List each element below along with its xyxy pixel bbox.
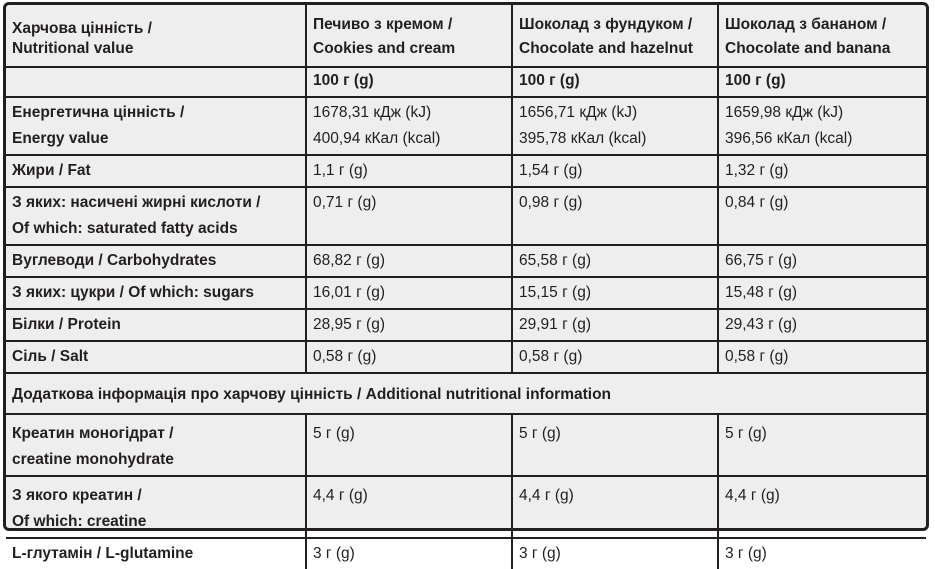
salt-label: Сіль / Salt bbox=[6, 341, 306, 373]
saturated-label-uk: З яких: насичені жирні кислоти / bbox=[12, 194, 261, 211]
carbs-value: 66,75 г (g) bbox=[718, 245, 926, 277]
glutamine-label: L-глутамін / L-glutamine bbox=[6, 538, 306, 569]
glutamine-value: 3 г (g) bbox=[512, 538, 718, 569]
carbs-value: 65,58 г (g) bbox=[512, 245, 718, 277]
carbs-value: 68,82 г (g) bbox=[306, 245, 512, 277]
glutamine-value: 3 г (g) bbox=[306, 538, 512, 569]
energy-kj: 1678,31 кДж (kJ) bbox=[313, 104, 432, 121]
energy-kcal: 395,78 кКал (kcal) bbox=[519, 130, 647, 147]
sugars-value: 16,01 г (g) bbox=[306, 277, 512, 309]
creatine-label bbox=[6, 414, 306, 476]
nutrition-table-frame bbox=[3, 2, 929, 562]
carbs-row bbox=[6, 245, 926, 277]
creatine-row bbox=[6, 414, 926, 476]
fat-value: 1,1 г (g) bbox=[306, 155, 512, 187]
unit-cell: 100 г (g) bbox=[512, 67, 718, 97]
salt-value: 0,58 г (g) bbox=[718, 341, 926, 373]
nutrition-table bbox=[6, 5, 926, 569]
product-header-hazelnut bbox=[512, 5, 718, 67]
of-creatine-value: 4,4 г (g) bbox=[512, 476, 718, 538]
salt-value: 0,58 г (g) bbox=[306, 341, 512, 373]
protein-value: 29,91 г (g) bbox=[512, 309, 718, 341]
header-label-uk: Харчова цінність / bbox=[12, 20, 152, 37]
creatine-value: 5 г (g) bbox=[718, 414, 926, 476]
fat-value: 1,54 г (g) bbox=[512, 155, 718, 187]
fat-value: 1,32 г (g) bbox=[718, 155, 926, 187]
fat-row bbox=[6, 155, 926, 187]
saturated-row bbox=[6, 187, 926, 245]
header-label-en: Nutritional value bbox=[12, 40, 134, 57]
sugars-value: 15,15 г (g) bbox=[512, 277, 718, 309]
glutamine-value: 3 г (g) bbox=[718, 538, 926, 569]
protein-row bbox=[6, 309, 926, 341]
sugars-label: З яких: цукри / Of which: sugars bbox=[6, 277, 306, 309]
energy-label-en: Energy value bbox=[12, 130, 109, 147]
product-name-uk: Шоколад з бананом / bbox=[725, 16, 887, 33]
header-row bbox=[6, 5, 926, 67]
additional-info-title: Додаткова інформація про харчову цінність / Additional nutritional information bbox=[6, 373, 926, 414]
unit-blank-cell bbox=[6, 67, 306, 97]
glutamine-row bbox=[6, 538, 926, 569]
fat-label: Жири / Fat bbox=[6, 155, 306, 187]
of-creatine-label-en: Of which: creatine bbox=[12, 513, 147, 530]
product-name-en: Chocolate and banana bbox=[725, 40, 891, 57]
sugars-value: 15,48 г (g) bbox=[718, 277, 926, 309]
product-name-en: Cookies and cream bbox=[313, 40, 456, 57]
energy-row bbox=[6, 97, 926, 155]
of-creatine-label-uk: З якого креатин / bbox=[12, 487, 142, 504]
of-creatine-value: 4,4 г (g) bbox=[718, 476, 926, 538]
creatine-label-uk: Креатин моногідрат / bbox=[12, 425, 174, 442]
sugars-row bbox=[6, 277, 926, 309]
saturated-value: 0,98 г (g) bbox=[512, 187, 718, 245]
energy-value-cell bbox=[306, 97, 512, 155]
of-creatine-label bbox=[6, 476, 306, 538]
unit-cell: 100 г (g) bbox=[718, 67, 926, 97]
energy-value-cell bbox=[718, 97, 926, 155]
product-name-uk: Печиво з кремом / bbox=[313, 16, 453, 33]
energy-label-uk: Енергетична цінність / bbox=[12, 104, 185, 121]
salt-value: 0,58 г (g) bbox=[512, 341, 718, 373]
additional-info-row bbox=[6, 373, 926, 414]
saturated-value: 0,84 г (g) bbox=[718, 187, 926, 245]
salt-row bbox=[6, 341, 926, 373]
of-creatine-value: 4,4 г (g) bbox=[306, 476, 512, 538]
creatine-value: 5 г (g) bbox=[306, 414, 512, 476]
unit-row bbox=[6, 67, 926, 97]
energy-kj: 1659,98 кДж (kJ) bbox=[725, 104, 844, 121]
protein-value: 29,43 г (g) bbox=[718, 309, 926, 341]
product-name-uk: Шоколад з фундуком / bbox=[519, 16, 693, 33]
energy-kj: 1656,71 кДж (kJ) bbox=[519, 104, 638, 121]
creatine-value: 5 г (g) bbox=[512, 414, 718, 476]
energy-kcal: 400,94 кКал (kcal) bbox=[313, 130, 441, 147]
protein-value: 28,95 г (g) bbox=[306, 309, 512, 341]
saturated-value: 0,71 г (g) bbox=[306, 187, 512, 245]
product-header-banana bbox=[718, 5, 926, 67]
product-name-en: Chocolate and hazelnut bbox=[519, 40, 693, 57]
energy-value-cell bbox=[512, 97, 718, 155]
creatine-label-en: creatine monohydrate bbox=[12, 451, 174, 468]
carbs-label: Вуглеводи / Carbohydrates bbox=[6, 245, 306, 277]
unit-cell: 100 г (g) bbox=[306, 67, 512, 97]
energy-label bbox=[6, 97, 306, 155]
energy-kcal: 396,56 кКал (kcal) bbox=[725, 130, 853, 147]
header-label-cell bbox=[6, 5, 306, 67]
product-header-cookies bbox=[306, 5, 512, 67]
saturated-label bbox=[6, 187, 306, 245]
saturated-label-en: Of which: saturated fatty acids bbox=[12, 220, 238, 237]
protein-label: Білки / Protein bbox=[6, 309, 306, 341]
of-creatine-row bbox=[6, 476, 926, 538]
